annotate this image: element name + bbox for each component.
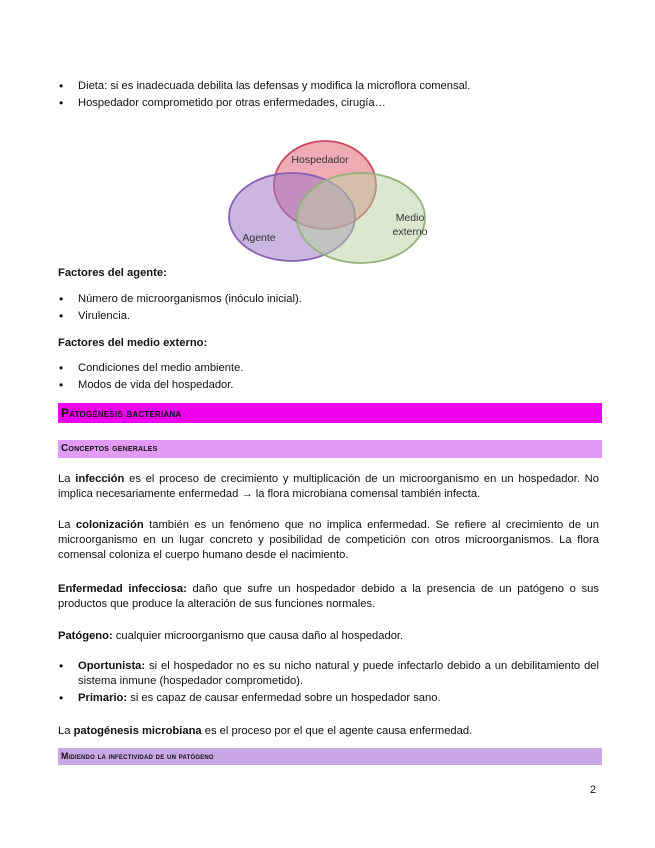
agent-factors-heading: Factores del agente: xyxy=(58,267,167,279)
paragraph-text: La xyxy=(58,473,76,485)
paragraph-patogenesis xyxy=(58,724,599,739)
term-patogeno: Patógeno: xyxy=(58,630,113,642)
paragraph-text: La xyxy=(58,519,76,531)
paragraph-enfermedad xyxy=(58,582,599,612)
venn-label-agente: Agente xyxy=(242,232,276,244)
list-item: • Virulencia. xyxy=(58,309,599,324)
venn-label-hospedador: Hospedador xyxy=(291,154,349,166)
paragraph-colonizacion xyxy=(58,518,599,563)
intro-bullet-list xyxy=(58,79,599,113)
list-item-text: si es capaz de causar enfermedad sobre un hospedador sano. xyxy=(127,692,441,704)
paragraph-text: es el proceso de crecimiento y multiplicación de un microorganismo en un hospedador. No implica necesariamente enfermedad → la flora microbiana comensal también infecta. xyxy=(58,473,599,500)
paragraph-text: también es un fenómeno que no implica enfermedad. Se refiere al crecimiento de un microorganismo en un lugar concreto y posibilidad de competición con otros microorganismos. La flora comensal coloniza el cuerpo humano desde el nacimiento. xyxy=(58,519,599,561)
pathogen-type-list xyxy=(58,659,599,708)
venn-label-externo: externo xyxy=(392,226,428,238)
list-item: • Dieta: si es inadecuada debilita las defensas y modifica la microflora comensal. xyxy=(58,79,599,94)
paragraph-infeccion xyxy=(58,472,599,502)
list-item: • Modos de vida del hospedador. xyxy=(58,378,599,393)
term-oportunista: Oportunista: xyxy=(78,660,146,672)
subsection-heading-2: Midiendo la infectividad de un patógeno xyxy=(58,748,602,765)
paragraph-text: La xyxy=(58,725,74,737)
external-factors-list xyxy=(58,361,599,395)
term-enfermedad: Enfermedad infecciosa: xyxy=(58,583,187,595)
list-item: • Condiciones del medio ambiente. xyxy=(58,361,599,376)
agent-factors-list xyxy=(58,292,599,326)
list-item: • Número de microorganismos (inóculo inicial). xyxy=(58,292,599,307)
list-item xyxy=(58,659,599,689)
list-item: • Hospedador comprometido por otras enfermedades, cirugía… xyxy=(58,96,599,111)
page-number: 2 xyxy=(590,784,597,796)
term-colonizacion: colonización xyxy=(75,519,144,531)
external-factors-heading: Factores del medio externo: xyxy=(58,337,208,349)
term-primario: Primario: xyxy=(78,692,128,704)
list-item-text: si el hospedador no es su nicho natural y puede infectarlo debido a un debilitamiento del sistema inmune (hospedador comprometido). xyxy=(78,660,599,687)
list-item xyxy=(58,691,599,706)
term-patogenesis: patogénesis microbiana xyxy=(73,725,202,737)
section-heading: Patogénesis bacteriana xyxy=(58,403,602,423)
term-infeccion: infección xyxy=(75,473,125,485)
paragraph-text: daño que sufre un hospedador debido a la presencia de un patógeno o sus productos que produce la alteración de sus funciones normales. xyxy=(58,583,599,610)
paragraph-text: cualquier microorganismo que causa daño al hospedador. xyxy=(112,630,404,642)
venn-label-medio: Medio xyxy=(395,212,425,224)
subsection-heading: Conceptos generales xyxy=(58,440,602,458)
venn-diagram xyxy=(228,138,438,268)
paragraph-patogeno xyxy=(58,629,599,644)
paragraph-text: es el proceso por el que el agente causa enfermedad. xyxy=(201,725,473,737)
